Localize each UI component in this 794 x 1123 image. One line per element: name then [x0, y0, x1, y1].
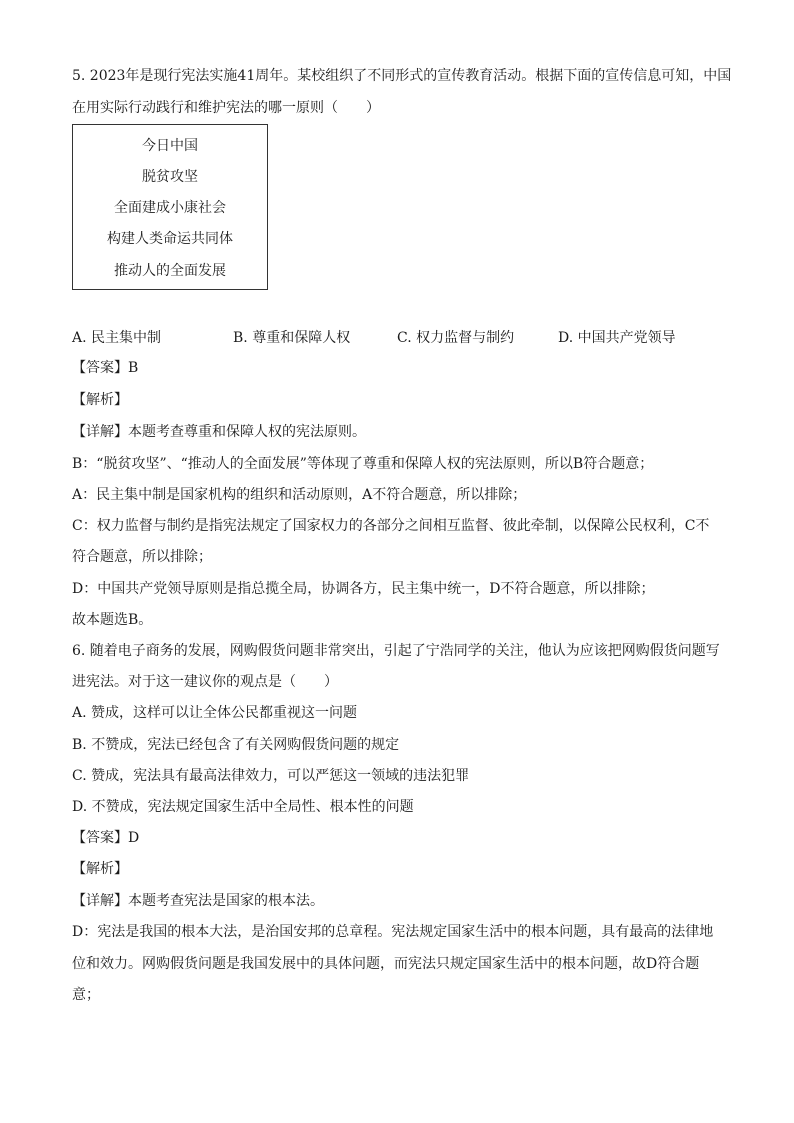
- detail-tag: 【详解】: [72, 893, 128, 909]
- q6-option-a: A. 赞成，这样可以让全体公民都重视这一问题: [72, 705, 358, 721]
- q6-option-c: C. 赞成，宪法具有最高法律效力，可以严惩这一领域的违法犯罪: [72, 768, 470, 784]
- q5-answer: [72, 359, 722, 377]
- box-item: 全面建成小康社会: [114, 200, 226, 216]
- q6-explanation-line: 位和效力。网购假货问题是我国发展中的具体问题，而宪法只规定国家生活中的根本问题，故D符合题: [72, 956, 700, 972]
- q6-stem-line-2: 进宪法。对于这一建议你的观点是（ ）: [72, 674, 338, 690]
- q5-stem-line-2: 在用实际行动践行和维护宪法的哪一原则（ ）: [72, 100, 380, 116]
- box-item: 脱贫攻坚: [142, 169, 198, 185]
- q5-option-b: B. 尊重和保障人权: [233, 330, 351, 346]
- box-item: 今日中国: [142, 138, 198, 154]
- q5-explanation-line: D：中国共产党领导原则是指总揽全局，协调各方，民主集中统一，D不符合题意，所以排除；: [72, 581, 655, 597]
- q6-explanation-line: D：宪法是我国的根本大法，是治国安邦的总章程。宪法规定国家生活中的根本问题，具有最高的法律地: [72, 924, 714, 940]
- answer-tag: 【答案】: [72, 830, 128, 846]
- q6-answer: [72, 829, 722, 847]
- q5-option-d: D. 中国共产党领导: [558, 330, 676, 346]
- q5-explanation-line: B：“脱贫攻坚”、“推动人的全面发展”等体现了尊重和保障人权的宪法原则，所以B符合题意；: [72, 456, 654, 472]
- q5-option-a: A. 民主集中制: [72, 330, 162, 346]
- q6-option-b: B. 不赞成，宪法已经包含了有关网购假货问题的规定: [72, 737, 400, 753]
- q6-option-d: D. 不赞成，宪法规定国家生活中全局性、根本性的问题: [72, 799, 414, 815]
- box-item: 推动人的全面发展: [114, 263, 226, 279]
- q6-detail: [72, 892, 722, 910]
- q5-detail: [72, 423, 722, 441]
- answer-tag: 【答案】: [72, 360, 128, 376]
- q5-option-c: C. 权力监督与制约: [397, 330, 515, 346]
- answer-value: D: [128, 830, 140, 846]
- detail-text: 本题考查尊重和保障人权的宪法原则。: [128, 424, 366, 440]
- q5-explanation-line: 故本题选B。: [72, 612, 153, 628]
- detail-text: 本题考查宪法是国家的根本法。: [128, 893, 324, 909]
- q5-explanation-line: 符合题意，所以排除；: [72, 549, 212, 565]
- q5-explanation-line: C：权力监督与制约是指宪法规定了国家权力的各部分之间相互监督、彼此牵制，以保障公民权利，C不: [72, 518, 710, 534]
- box-item: 构建人类命运共同体: [107, 231, 233, 247]
- q6-explanation-line: 意；: [72, 987, 100, 1003]
- q6-analysis-tag: 【解析】: [72, 861, 128, 877]
- q5-info-box: [72, 124, 268, 290]
- q5-analysis-tag: 【解析】: [72, 392, 128, 408]
- q5-explanation-line: A：民主集中制是国家机构的组织和活动原则，A不符合题意，所以排除；: [72, 487, 527, 503]
- q6-stem-line-1: 6. 随着电子商务的发展，网购假货问题非常突出，引起了宁浩同学的关注，他认为应该把网购假货问题写: [72, 643, 720, 659]
- detail-tag: 【详解】: [72, 424, 128, 440]
- q5-stem-line-1: 5. 2023年是现行宪法实施41周年。某校组织了不同形式的宣传教育活动。根据下面的宣传信息可知，中国: [72, 68, 732, 84]
- answer-value: B: [128, 360, 139, 376]
